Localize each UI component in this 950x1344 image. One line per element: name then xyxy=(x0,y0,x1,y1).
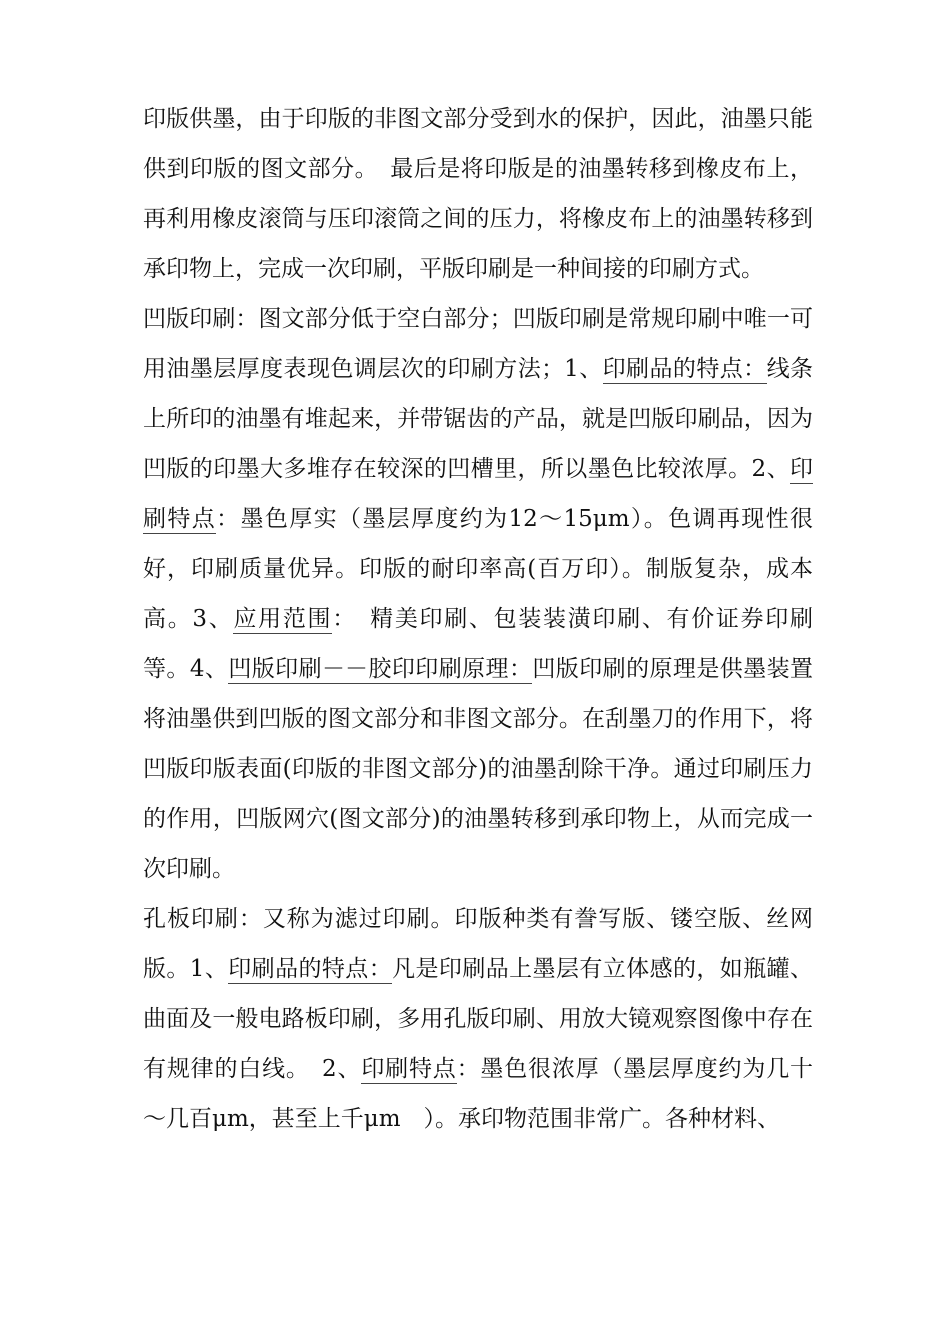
text-segment: 线条上所印的油墨有堆起来，并带锯齿的产品，就是凹版印刷品，因为凹版的印墨大多堆存在较深的凹槽里，所以墨色比较浓厚。2、 xyxy=(143,356,814,482)
text-segment: ： 精美印刷、包装装潢印刷、有价证券印刷等。4、 xyxy=(143,606,814,682)
underlined-heading-application-scope: 应用范围 xyxy=(233,606,333,632)
document-body xyxy=(143,94,813,1144)
underlined-heading-print-features: 印刷品的特点： xyxy=(228,956,393,982)
text-segment: 孔板印刷：又称为滤过印刷。印版种类有誊写版、镂空版、丝网版。1、 xyxy=(143,906,813,982)
text-segment: ：墨色厚实（墨层厚度约为12～15μm）。色调再现性很好，印刷质量优异。印版的耐印率高(百万印）。制版复杂，成本高。3、 xyxy=(143,506,813,632)
underlined-heading-printing-features: 印刷特点 xyxy=(143,456,813,532)
text-segment: ：墨色很浓厚（墨层厚度约为几十～几百μm，甚至上千μm ）。承印物范围非常广。各种材料、 xyxy=(143,1056,814,1132)
paragraph-planographic-continued xyxy=(143,94,813,294)
paragraph-stencil-printing xyxy=(143,894,813,1144)
underlined-heading-gravure-principle: 凹版印刷－－胶印印刷原理： xyxy=(228,656,533,682)
underlined-heading-print-features: 印刷品的特点： xyxy=(602,356,767,382)
text-segment: 凡是印刷品上墨层有立体感的，如瓶罐、曲面及一般电路板印刷，多用孔版印刷、用放大镜观察图像中存在有规律的白线。 2、 xyxy=(143,956,814,1082)
text-segment: 凹版印刷的原理是供墨装置将油墨供到凹版的图文部分和非图文部分。在刮墨刀的作用下，将凹版印版表面(印版的非图文部分)的油墨刮除干净。通过印刷压力的作用，凹版网穴(图文部分)的油墨转移到承印物上，从而完成一次印刷。 xyxy=(143,656,814,882)
paragraph-gravure-printing xyxy=(143,294,813,894)
text-segment: 印版供墨，由于印版的非图文部分受到水的保护，因此，油墨只能供到印版的图文部分。 最后是将印版是的油墨转移到橡皮布上，再利用橡皮滚筒与压印滚筒之间的压力，将橡皮布上的油墨转移到承印物上，完成一次印刷，平版印刷是一种间接的印刷方式。 xyxy=(143,106,813,282)
underlined-heading-printing-features: 印刷特点 xyxy=(361,1056,457,1082)
text-segment: 凹版印刷：图文部分低于空白部分；凹版印刷是常规印刷中唯一可用油墨层厚度表现色调层次的印刷方法；1、 xyxy=(143,306,813,382)
